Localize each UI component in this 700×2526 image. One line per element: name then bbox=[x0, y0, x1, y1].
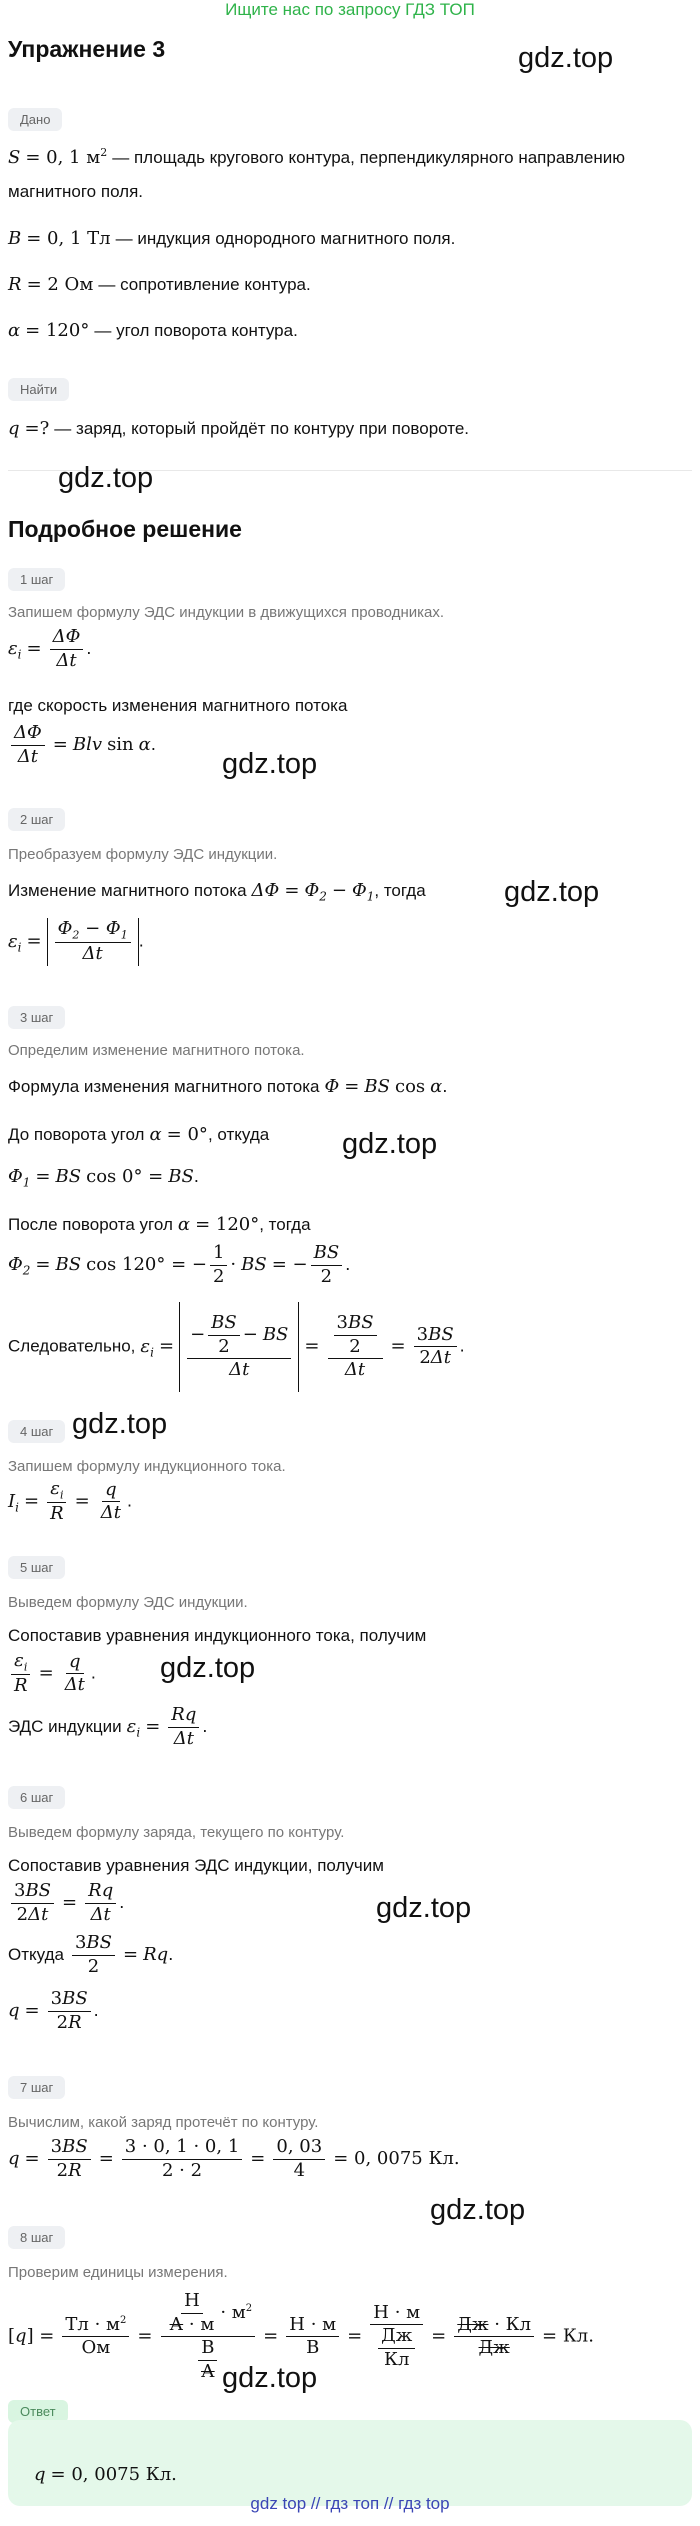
given-b-desc: — индукция однородного магнитного поля. bbox=[115, 229, 456, 248]
step6-formula3: q = $\frac{3BS}{2R}$ . bbox=[8, 1988, 99, 2033]
step6-formula1: $\frac{3BS}{2\Delta t}$ = $\frac{Rq}{\Delta t}$ . bbox=[8, 1880, 124, 1926]
step5-tag: 5 шаг bbox=[8, 1556, 65, 1579]
step2-tag: 2 шаг bbox=[8, 808, 65, 831]
step3-text2-label: До поворота угол bbox=[8, 1125, 145, 1144]
step1-hint: Запишем формулу ЭДС индукции в движущихся проводниках. bbox=[8, 604, 445, 621]
step6-hint: Выведем формулу заряда, текущего по контуру. bbox=[8, 1824, 345, 1841]
step4-tag: 4 шаг bbox=[8, 1420, 65, 1443]
watermark: gdz.top bbox=[222, 748, 318, 780]
watermark: gdz.top bbox=[160, 1652, 256, 1684]
step3-text3-label: После поворота угол bbox=[8, 1215, 173, 1234]
step1-tag: 1 шаг bbox=[8, 568, 65, 591]
find-tag: Найти bbox=[8, 378, 69, 401]
step3-text1-label: Формула изменения магнитного потока bbox=[8, 1077, 320, 1096]
watermark: gdz.top bbox=[342, 1128, 438, 1160]
step3-text3-end: , тогда bbox=[259, 1215, 311, 1234]
top-banner[interactable]: Ищите нас по запросу ГДЗ ТОП bbox=[225, 0, 475, 19]
step3-text3: После поворота угол α = 120°, тогда bbox=[8, 1214, 311, 1235]
step3-tag: 3 шаг bbox=[8, 1006, 65, 1029]
given-r-desc: — сопротивление контура. bbox=[98, 275, 311, 294]
step2-text-end: , тогда bbox=[374, 881, 426, 900]
watermark: gdz.top bbox=[504, 876, 600, 908]
step7-formula: q = $\frac{3BS}{2R}$ = $\frac{3 \cdot 0, 1 \cdot 0, 1}{2 \cdot 2}$ = $\frac{0, 03}{4}$ = 0, 0075 Кл. bbox=[8, 2136, 460, 2181]
step3-hint: Определим изменение магнитного потока. bbox=[8, 1042, 305, 1059]
step2-text: Изменение магнитного потока $\Delta\Phi = \Phi_2 - \Phi_1$, тогда bbox=[8, 880, 426, 904]
step5-text1: Сопоставив уравнения индукционного тока, получим bbox=[8, 1626, 427, 1645]
given-s-desc2: магнитного поля. bbox=[8, 182, 143, 201]
watermark: gdz.top bbox=[518, 42, 614, 74]
answer-value: q = 0, 0075 Кл. bbox=[34, 2464, 177, 2485]
step6-text1: Сопоставив уравнения ЭДС индукции, получим bbox=[8, 1856, 384, 1875]
given-r: R = 2 Ом — сопротивление контура. bbox=[8, 274, 311, 295]
solution-title: Подробное решение bbox=[8, 516, 242, 542]
step5-text2-label: ЭДС индукции bbox=[8, 1716, 122, 1736]
find-q: q =? — заряд, который пройдёт по контуру при повороте. bbox=[8, 418, 470, 439]
step6-text2-label: Откуда bbox=[8, 1944, 64, 1964]
step3-phi1: $\Phi_1$ = BS cos 0° = BS. bbox=[8, 1166, 199, 1190]
step3-result: Следовательно, $\varepsilon_i$ = − $\frac{BS}{2}$ − BS Δt = $\frac{\frac{3BS}{2}}{\Delta t}$ = $\frac{3BS}{2\Delta t}$ . bbox=[8, 1302, 465, 1392]
watermark: gdz.top bbox=[58, 462, 154, 494]
step3-phi2: $\Phi_2$ = BS cos 120° = − $\frac{1}{2}$ · BS = − $\frac{BS}{2}$ . bbox=[8, 1242, 351, 1287]
step3-text2-end: , откуда bbox=[207, 1125, 270, 1144]
given-tag: Дано bbox=[8, 108, 62, 131]
step6-formula2: Откуда $\frac{3BS}{2}$ = Rq. bbox=[8, 1932, 174, 1977]
given-s: S = 0, 1 $м^2$ — площадь кругового контура, перпендикулярного направлению bbox=[8, 146, 625, 168]
step7-hint: Вычислим, какой заряд протечёт по контуру. bbox=[8, 2114, 319, 2131]
step2-formula: $\varepsilon_i$ = $\frac{\Phi_2 - \Phi_1}{\Delta t}$ . bbox=[8, 918, 144, 965]
step7-tag: 7 шаг bbox=[8, 2076, 65, 2099]
page-title: Упражнение 3 bbox=[8, 36, 166, 62]
answer-tag: Ответ bbox=[8, 2400, 68, 2423]
step5-formula1: $\frac{\varepsilon_i}{R}$ = $\frac{q}{\Delta t}$ . bbox=[8, 1650, 96, 1698]
step4-formula: $I_i$ = $\frac{\varepsilon_i}{R}$ = $\frac{q}{\Delta t}$ . bbox=[8, 1478, 133, 1525]
step8-formula: [q] = $\frac{Тл \cdot м^2}{Ом}$ = $\frac{Н}{А \cdot м}$ · $м^2$ $\frac{В}{А}$ = $\frac{Н \cdot м}{В}$ = $\frac{Н \cdot м}{\frac{Дж}{Кл}}$ = $\frac{Дж \cdot Кл}{Дж}$ = Кл. bbox=[8, 2290, 594, 2382]
find-q-desc: — заряд, который пройдёт по контуру при повороте. bbox=[54, 419, 470, 438]
step3-text4-label: Следовательно, bbox=[8, 1336, 136, 1356]
step1-text: где скорость изменения магнитного потока bbox=[8, 696, 348, 715]
given-a-desc: — угол поворота контура. bbox=[94, 321, 298, 340]
step1-formula: $\varepsilon_i$ = $\frac{\Delta\Phi}{\Delta t}$ . bbox=[8, 626, 92, 671]
step3-text1: Формула изменения магнитного потока Φ = BS cos α. bbox=[8, 1076, 448, 1097]
given-b: B = 0, 1 Тл — индукция однородного магнитного поля. bbox=[8, 228, 456, 249]
watermark: gdz.top bbox=[72, 1408, 168, 1440]
step2-text-label: Изменение магнитного потока bbox=[8, 881, 247, 900]
given-s-desc: — площадь кругового контура, перпендикулярного направлению bbox=[112, 148, 625, 167]
step5-formula2: ЭДС индукции $\varepsilon_i$ = $\frac{Rq}{\Delta t}$ . bbox=[8, 1704, 208, 1749]
step4-hint: Запишем формулу индукционного тока. bbox=[8, 1458, 286, 1475]
step1-formula2: $\frac{\Delta\Phi}{\Delta t}$ = Blv sin α. bbox=[8, 722, 156, 768]
watermark: gdz.top bbox=[222, 2362, 318, 2394]
step5-hint: Выведем формулу ЭДС индукции. bbox=[8, 1594, 248, 1611]
step8-tag: 8 шаг bbox=[8, 2226, 65, 2249]
step3-text2: До поворота угол α = 0°, откуда bbox=[8, 1124, 270, 1145]
watermark: gdz.top bbox=[430, 2194, 526, 2226]
step8-hint: Проверим единицы измерения. bbox=[8, 2264, 228, 2281]
footer-links[interactable]: gdz top // гдз топ // гдз top bbox=[250, 2494, 450, 2513]
watermark: gdz.top bbox=[376, 1892, 472, 1924]
step6-tag: 6 шаг bbox=[8, 1786, 65, 1809]
given-a: α = 120° — угол поворота контура. bbox=[8, 320, 298, 341]
step2-hint: Преобразуем формулу ЭДС индукции. bbox=[8, 846, 278, 863]
